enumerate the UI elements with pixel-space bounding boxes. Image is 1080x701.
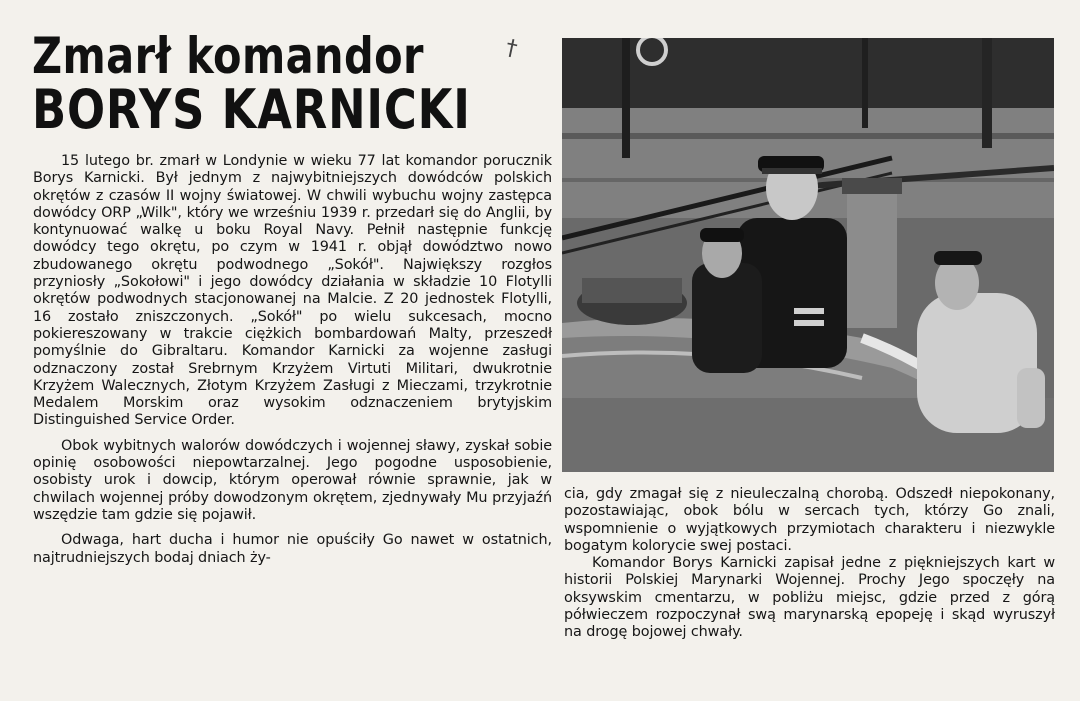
article-paragraph-3: Odwaga, hart ducha i humor nie opuściły Go nawet w ostatnich, najtrudniejszych bodaj dniach ży- bbox=[33, 532, 552, 566]
article-column-right bbox=[564, 486, 1055, 642]
article-paragraph-1: 15 lutego br. zmarł w Londynie w wieku 77 lat komandor porucznik Borys Karnicki. Był jednym z najwybitniejszych dowódców polskich okrętów z czasów II wojny światowej. W chwili wybuchu wojny zastępca dowódcy ORP „Wilk", który we wrześniu 1939 r. przedarł się do Anglii, by kontynuować walkę u boku Royal Navy. Pełnił następnie funkcję dowódcy tego okrętu, po czym w 1941 r. objął dowództwo nowo zbudowanego okrętu podwodnego „Sokół". Największy rozgłos przyniosły „Sokołowi" i jego dowódcy działania w składzie 10 Flotylli okrętów podwodnych stacjonowanej na Malcie. Z 20 jednostek Flotylli, 16 zostało zniszczonych. „Sokół" po wielu sukcesach, mocno pokiereszowany w trakcie ciężkich bombardowań Malty, przeszedł pomyślnie do Gibraltaru. Komandor Karnicki za wojenne zasługi odznaczony został Srebrnym Krzyżem Virtuti Militari, dwukrotnie Krzyżem Walecznych, Złotym Krzyżem Zasługi z Mieczami, trzykrotnie Medalem Morskim oraz wysokim odznaczeniem brytyjskim Distinguished Service Order. bbox=[33, 153, 552, 429]
handwritten-cross-mark: † bbox=[503, 35, 520, 62]
headline-line-1: Zmarł komandor bbox=[32, 27, 424, 85]
article-paragraph-5: Komandor Borys Karnicki zapisał jedne z piękniejszych kart w historii Polskiej Marynarki Wojennej. Prochy Jego spoczęły na oksywskim cmentarzu, w pobliżu miejsc, gdzie przed z górą półwieczem rozpoczynał swą marynarską epopeję i skąd wyruszył na drogę bojowej chwały. bbox=[564, 555, 1055, 641]
article-paragraph-4: cia, gdy zmagał się z nieuleczalną chorobą. Odszedł niepokonany, pozostawiając, obok bólu w sercach tych, którzy Go znali, wspomnienie o wyjątkowych przymiotach charakteru i niezwykle bogatym kolorycie swej postaci. bbox=[564, 486, 1055, 554]
article-paragraph-2: Obok wybitnych walorów dowódczych i wojennej sławy, zyskał sobie opinię osobowości niepowtarzalnej. Jego pogodne usposobienie, osobisty urok i dowcip, którym operował równie sprawnie, jak w chwilach wojennej próby dowodzonym okrętem, zjednywały Mu przyjaźń wszędzie tam gdzie się pojawił. bbox=[33, 437, 552, 523]
photo-illustration bbox=[562, 38, 1054, 472]
headline bbox=[32, 27, 471, 141]
article-column-left bbox=[33, 153, 552, 567]
submarine-crew-photo bbox=[562, 38, 1054, 472]
headline-line-2: BORYS KARNICKI bbox=[32, 78, 471, 141]
